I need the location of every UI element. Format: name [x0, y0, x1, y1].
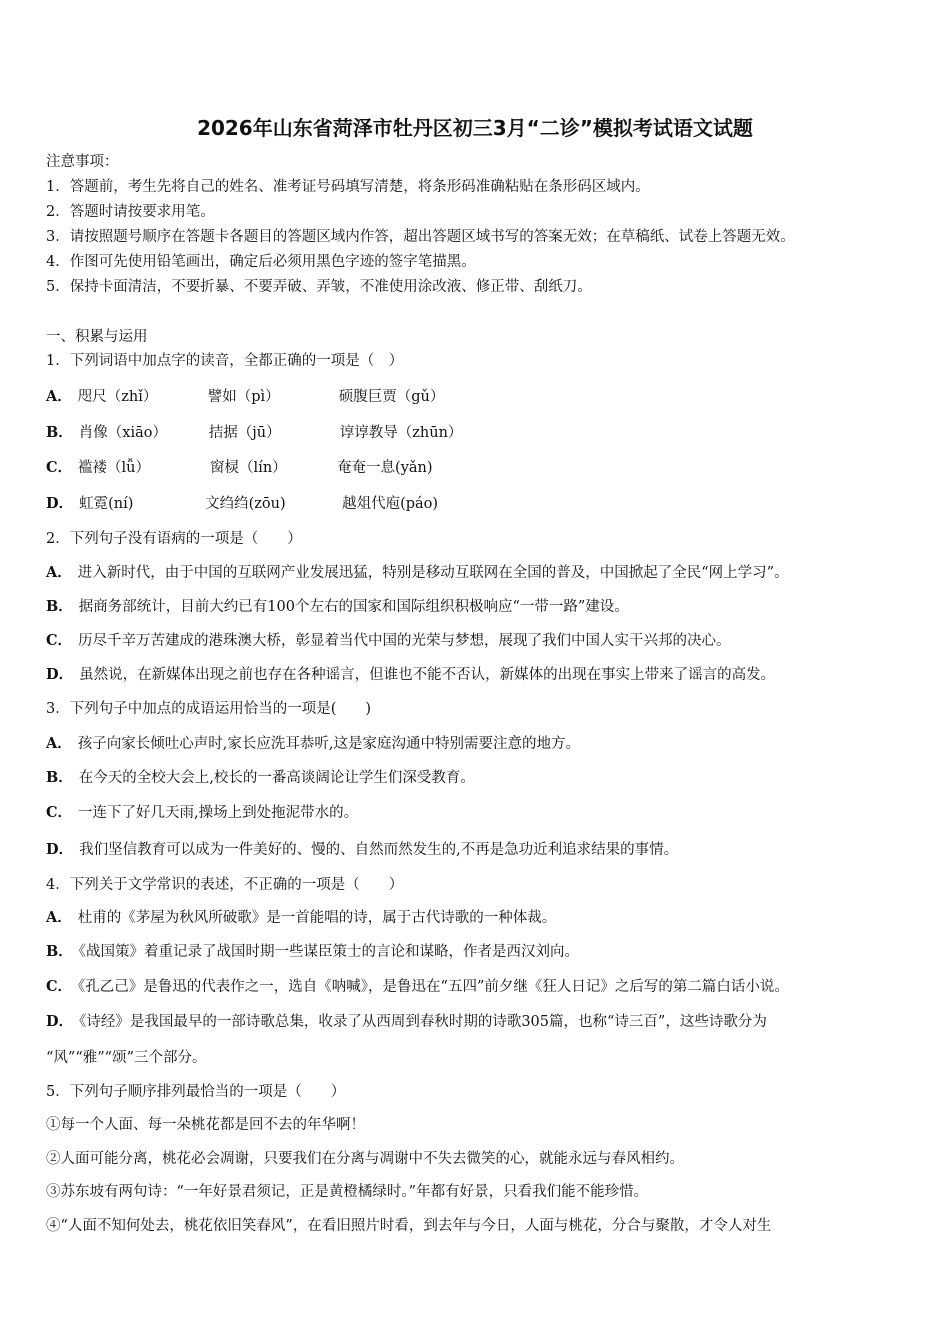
question-1-option-b — [46, 423, 462, 443]
question-2-option-a — [46, 563, 789, 583]
question-2-stem: 2．下列句子没有语病的一项是（ ） — [46, 531, 302, 547]
option-term-1: 虹霓(ní) — [79, 496, 134, 512]
question-4-option-d — [46, 1012, 767, 1032]
notice-item-3: 3．请按照题号顺序在答题卡各题目的答题区域内作答，超出答题区域书写的答案无效；在草稿纸、试卷上答题无效。 — [46, 229, 795, 245]
question-5-sentence-4: ④“人面不知何处去，桃花依旧笑春风”，在看旧照片时看，到去年与今日，人面与桃花，分合与聚散，才令人对生 — [46, 1218, 772, 1234]
option-text: 我们坚信教育可以成为一件美好的、慢的、自然而然发生的,不再是急功近利追求结果的事情。 — [79, 842, 679, 858]
option-text: 在今天的全校大会上,校长的一番高谈阔论让学生们深受教育。 — [78, 770, 475, 786]
question-5-sentence-2: ②人面可能分离，桃花必会凋谢，只要我们在分离与凋谢中不失去微笑的心，就能永远与春风相约。 — [46, 1151, 684, 1167]
option-label: A． — [46, 735, 72, 752]
option-term-1: 肖像（xiāo） — [78, 425, 167, 441]
question-3-option-a — [46, 734, 580, 754]
option-term-2: 文绉绉(zōu) — [205, 496, 286, 512]
option-label: B． — [46, 424, 73, 441]
option-text: 《战国策》着重记录了战国时期一些谋臣策士的言论和谋略，作者是西汉刘向。 — [78, 944, 580, 960]
question-1-stem: 1．下列词语中加点字的读音，全都正确的一项是（ ） — [46, 353, 404, 369]
option-label: D． — [46, 1013, 74, 1030]
option-label: B． — [46, 769, 73, 786]
option-term-3: 硕腹巨贾（gǔ） — [338, 389, 445, 405]
option-text: 进入新时代，由于中国的互联网产业发展迅猛，特别是移动互联网在全国的普及，中国掀起了全民“网上学习”。 — [77, 565, 789, 581]
notice-item-4: 4．作图可先使用铅笔画出，确定后必须用黑色字迹的签字笔描黑。 — [46, 254, 476, 270]
option-text: 历尽千辛万苦建成的港珠澳大桥，彰显着当代中国的光荣与梦想，展现了我们中国人实干兴邦的决心。 — [78, 633, 731, 649]
option-label: A． — [46, 909, 72, 926]
option-term-1: 褴褛（lǚ） — [78, 460, 151, 476]
option-text: 杜甫的《茅屋为秋风所破歌》是一首能唱的诗，属于古代诗歌的一种体裁。 — [77, 910, 557, 926]
option-text: 虽然说，在新媒体出现之前也存在各种谣言，但谁也不能不否认，新媒体的出现在事实上带来了谣言的高发。 — [79, 667, 776, 683]
notice-item-2: 2．答题时请按要求用笔。 — [46, 204, 215, 220]
question-4-option-a — [46, 908, 556, 928]
question-4-option-d-continuation: “风”“雅”“颂”三个部分。 — [46, 1050, 207, 1066]
question-2-option-c — [46, 631, 731, 651]
question-5-sentence-3: ③苏东坡有两句诗：“一年好景君须记，正是黄橙橘绿时。”年都有好景，只看我们能不能珍惜。 — [46, 1184, 649, 1200]
option-label: A． — [46, 564, 72, 581]
option-text: 一连下了好几天雨,操场上到处拖泥带水的。 — [78, 805, 359, 821]
option-text: 据商务部统计，目前大约已有100个左右的国家和国际组织积极响应“一带一路”建设。 — [78, 599, 629, 615]
question-4-option-c — [46, 977, 789, 997]
question-3-option-d — [46, 840, 678, 860]
option-text: 《诗经》是我国最早的一部诗歌总集，收录了从西周到春秋时期的诗歌305篇，也称“诗三百”，这些诗歌分为 — [79, 1014, 767, 1030]
question-5-stem: 5．下列句子顺序排列最恰当的一项是（ ） — [46, 1084, 346, 1100]
option-label: C． — [46, 978, 73, 995]
question-3-option-c — [46, 803, 358, 823]
option-text: 孩子向家长倾吐心声时,家长应洗耳恭听,这是家庭沟通中特别需要注意的地方。 — [77, 736, 580, 752]
option-term-2: 窗棂（lín） — [210, 460, 287, 476]
question-3-option-b — [46, 768, 475, 788]
question-4-option-b — [46, 942, 579, 962]
notice-item-1: 1．答题前，考生先将自己的姓名、准考证号码填写清楚，将条形码准确粘贴在条形码区域内。 — [46, 179, 650, 195]
option-term-3: 谆谆教导（zhūn） — [339, 425, 463, 441]
option-text: 《孔乙己》是鲁迅的代表作之一，选自《呐喊》，是鲁迅在“五四”前夕继《狂人日记》之后写的第二篇白话小说。 — [78, 979, 789, 995]
page-title: 2026年山东省菏泽市牡丹区初三3月“二诊”模拟考试语文试题 — [197, 116, 753, 140]
option-label: C． — [46, 459, 73, 476]
question-2-option-b — [46, 597, 629, 617]
option-label: C． — [46, 632, 73, 649]
option-term-3: 奄奄一息(yǎn) — [337, 460, 433, 476]
option-term-1: 咫尺（zhǐ） — [77, 389, 158, 405]
question-4-stem: 4．下列关于文学常识的表述，不正确的一项是（ ） — [46, 877, 404, 893]
option-label: A． — [46, 388, 72, 405]
option-label: D． — [46, 666, 74, 683]
option-term-3: 越俎代庖(páo) — [342, 496, 439, 512]
option-term-2: 譬如（pì） — [207, 389, 280, 405]
option-label: D． — [46, 841, 74, 858]
option-term-2: 拮据（jū） — [208, 425, 281, 441]
option-label: D． — [46, 495, 74, 512]
section-heading: 一、积累与运用 — [46, 329, 148, 345]
option-label: B． — [46, 943, 73, 960]
question-1-option-d — [46, 494, 438, 514]
option-label: B． — [46, 598, 73, 615]
question-2-option-d — [46, 665, 775, 685]
question-3-stem: 3．下列句子中加点的成语运用恰当的一项是( ) — [46, 701, 372, 717]
question-5-sentence-1: ①每一个人面、每一朵桃花都是回不去的年华啊！ — [46, 1117, 365, 1133]
question-1-option-c — [46, 458, 433, 478]
notice-heading: 注意事项： — [46, 154, 119, 170]
question-1-option-a — [46, 387, 444, 407]
notice-item-5: 5．保持卡面清洁，不要折暴、不要弄破、弄皱，不准使用涂改液、修正带、刮纸刀。 — [46, 279, 592, 295]
option-label: C． — [46, 804, 73, 821]
